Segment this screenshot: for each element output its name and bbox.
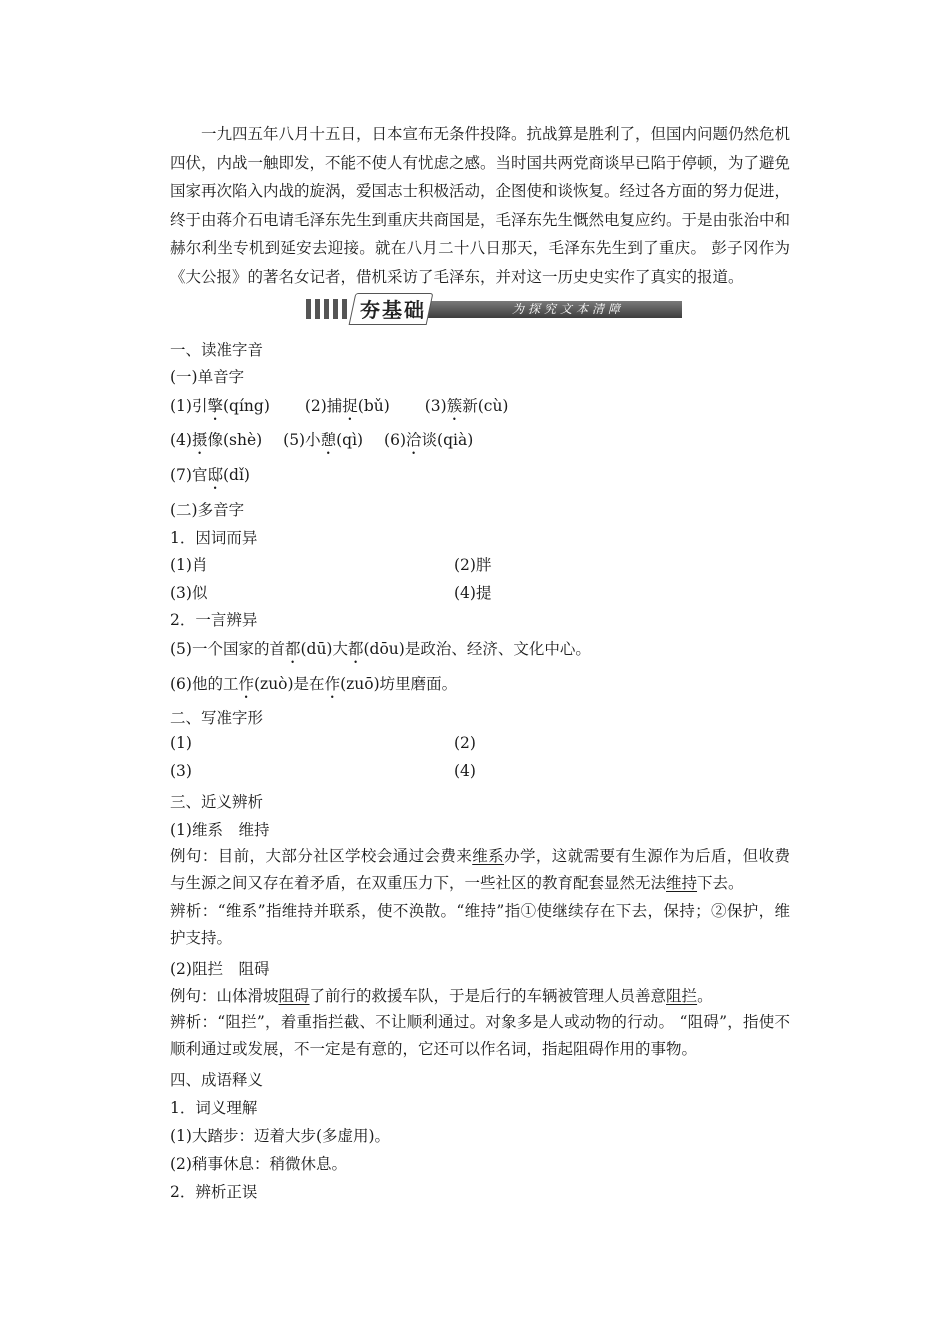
multi-item-3: (3)似	[170, 584, 208, 602]
item-7: (7)官邸(dǐ)	[170, 466, 250, 484]
item-6: (6)洽谈(qià)	[384, 431, 474, 449]
item-4: (4)摄像(shè)	[170, 431, 263, 449]
item-5: (5)小憩(qì)	[283, 431, 364, 449]
section-heading-3: 三、近义辨析	[170, 793, 264, 811]
multi-item-4: (4)提	[454, 584, 492, 602]
sentence-6: (6)他的工作(zuò)是在作(zuō)坊里磨面。	[170, 675, 458, 693]
glyph-item-2: (2)	[454, 734, 476, 752]
pronunciation-row-2	[170, 428, 473, 458]
pair-2-analysis: 辨析：“阻拦”，着重指拦截、不让顺利通过。对象多是人或动物的行动。 “阻碍”，指使不顺利通过或发展，不一定是有意的，它还可以作名词，指起阻碍作用的事物。	[170, 1013, 790, 1058]
section-banner	[302, 296, 682, 322]
subheading-meaning: 1．词义理解	[170, 1099, 258, 1117]
section-heading-4: 四、成语释义	[170, 1071, 264, 1089]
subheading-single: (一)单音字	[170, 368, 245, 386]
pair-1-title: (1)维系 维持	[170, 821, 270, 839]
subheading-by-word: 1．因词而异	[170, 529, 258, 547]
glyph-item-4: (4)	[454, 762, 476, 780]
glyph-item-3: (3)	[170, 762, 192, 780]
banner-title: 夯基础	[360, 298, 426, 322]
item-3: (3)簇新(cù)	[424, 397, 509, 415]
pair-2-example: 例句：山体滑坡阻碍了前行的救援车队，于是后行的车辆被管理人员善意阻拦。	[170, 987, 713, 1005]
pair-2-title: (2)阻拦 阻碍	[170, 960, 270, 978]
subheading-one-sentence: 2．一言辨异	[170, 611, 258, 629]
subheading-multi: (二)多音字	[170, 501, 245, 519]
subheading-judge: 2．辨析正误	[170, 1183, 258, 1201]
pair-1-analysis: 辨析：“维系”指维持并联系，使不涣散。“维持”指①使继续存在下去，保持；②保护，维护支持。	[170, 902, 790, 947]
multi-item-2: (2)胖	[454, 556, 492, 574]
pronunciation-row-3	[170, 463, 250, 493]
banner-subtitle: 为探究文本清障	[512, 302, 625, 316]
idiom-item-2: (2)稍事休息：稍微休息。	[170, 1155, 347, 1173]
intro-paragraph: 一九四五年八月十五日，日本宣布无条件投降。抗战算是胜利了，但国内问题仍然危机四伏，内战一触即发，不能不使人有忧虑之感。当时国共两党商谈早已陷于停顿，为了避免国家再次陷入内战的旋涡，爱国志士积极活动，企图使和谈恢复。经过各方面的努力促进，终于由蒋介石电请毛泽东先生到重庆共商国是，毛泽东先生慨然电复应约。于是由张治中和赫尔利坐专机到延安去迎接。就在八月二十八日那天，毛泽东先生到了重庆。 彭子冈作为《大公报》的著名女记者，借机采访了毛泽东，并对这一历史史实作了真实的报道。	[170, 125, 791, 286]
idiom-item-1: (1)大踏步：迈着大步(多虚用)。	[170, 1127, 391, 1145]
item-1: (1)引擎(qíng)	[170, 397, 270, 415]
pair-1-example: 例句：目前，大部分社区学校会通过会费来维系办学，这就需要有生源作为后盾，但收费与生源之间又存在着矛盾，在双重压力下，一些社区的教育配套显然无法维持下去。	[170, 847, 790, 892]
sentence-5: (5)一个国家的首都(dū)大都(dōu)是政治、经济、文化中心。	[170, 640, 591, 658]
pronunciation-row-1	[170, 394, 508, 424]
section-heading-2: 二、写准字形	[170, 709, 264, 727]
glyph-item-1: (1)	[170, 734, 192, 752]
multi-item-1: (1)肖	[170, 556, 208, 574]
item-2: (2)捕捉(bǔ)	[304, 397, 390, 415]
section-heading-1: 一、读准字音	[170, 341, 264, 359]
